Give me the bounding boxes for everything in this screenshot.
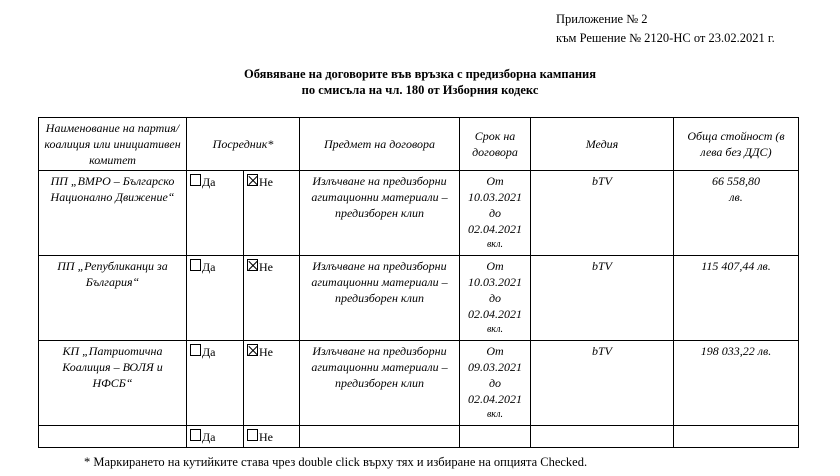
no-label: Не <box>259 175 273 189</box>
term-to-date: 02.04.2021 <box>468 307 522 321</box>
value-cell <box>674 256 799 341</box>
table-row <box>39 341 799 426</box>
term-from-date: 10.03.2021 <box>468 275 522 289</box>
header-value: Обща стойност (в лева без ДДС) <box>674 118 799 171</box>
no-cell <box>244 341 300 426</box>
yes-checkbox[interactable] <box>190 174 201 186</box>
yes-label: Да <box>202 345 216 359</box>
empty-value-cell <box>674 426 799 448</box>
no-checkbox[interactable] <box>247 174 258 186</box>
header-subject: Предмет на договора <box>300 118 460 171</box>
no-checkbox[interactable] <box>247 259 258 271</box>
empty-yes-cell <box>187 426 244 448</box>
media-cell: bTV <box>531 171 674 256</box>
no-checkbox[interactable] <box>247 344 258 356</box>
no-cell <box>244 256 300 341</box>
term-from-date: 10.03.2021 <box>468 190 522 204</box>
term-from-label: От <box>486 174 504 188</box>
party-name-cell: ПП „ВМРО – Българско Национално Движение“ <box>39 171 187 256</box>
term-to-label: до <box>488 291 502 305</box>
table-row <box>39 171 799 256</box>
yes-cell <box>187 256 244 341</box>
value-amount: 66 558,80 <box>712 174 760 188</box>
no-label: Не <box>259 430 273 444</box>
header-term: Срок на договора <box>460 118 531 171</box>
value-amount: 198 033,22 лв. <box>700 344 772 358</box>
party-name-cell: ПП „Републиканци за България“ <box>39 256 187 341</box>
term-inclusive: вкл. <box>486 409 504 420</box>
term-from-date: 09.03.2021 <box>468 360 522 374</box>
term-from-label: От <box>486 259 504 273</box>
subject-cell: Излъчване на предизборни агитационни материали – предизборен клип <box>300 341 460 426</box>
term-inclusive: вкл. <box>486 324 504 335</box>
value-cell <box>674 171 799 256</box>
header-intermediary: Посредник* <box>187 118 300 171</box>
media-cell: bTV <box>531 341 674 426</box>
contracts-table <box>38 117 799 448</box>
document-title <box>0 66 840 98</box>
appendix-decision: към Решение № 2120-НС от 23.02.2021 г. <box>556 31 775 45</box>
empty-media-cell <box>531 426 674 448</box>
value-currency: лв. <box>729 190 743 204</box>
yes-checkbox[interactable] <box>190 344 201 356</box>
term-to-date: 02.04.2021 <box>468 222 522 236</box>
term-from-label: От <box>486 344 504 358</box>
header-party: Наименование на партия/коалиция или инициативен комитет <box>39 118 187 171</box>
term-to-label: до <box>488 206 502 220</box>
yes-checkbox[interactable] <box>190 429 201 441</box>
term-cell <box>460 341 531 426</box>
term-to-label: до <box>488 376 502 390</box>
appendix-reference <box>556 10 775 48</box>
no-cell <box>244 171 300 256</box>
no-label: Не <box>259 260 273 274</box>
empty-term-cell <box>460 426 531 448</box>
no-label: Не <box>259 345 273 359</box>
party-name-cell: КП „Патриотична Коалиция – ВОЛЯ и НФСБ“ <box>39 341 187 426</box>
yes-label: Да <box>202 430 216 444</box>
term-cell <box>460 171 531 256</box>
table-header-row <box>39 118 799 171</box>
term-cell <box>460 256 531 341</box>
table-row <box>39 256 799 341</box>
footnote: * Маркирането на кутийките става чрез double click върху тях и избиране на опцията Checked. <box>84 455 588 469</box>
yes-cell <box>187 341 244 426</box>
no-checkbox[interactable] <box>247 429 258 441</box>
yes-label: Да <box>202 175 216 189</box>
subject-cell: Излъчване на предизборни агитационни материали – предизборен клип <box>300 256 460 341</box>
yes-cell <box>187 171 244 256</box>
title-line-1: Обявяване на договорите във връзка с предизборна кампания <box>243 67 596 81</box>
value-amount: 115 407,44 лв. <box>701 259 771 273</box>
empty-subject-cell <box>300 426 460 448</box>
value-cell <box>674 341 799 426</box>
appendix-number: Приложение № 2 <box>556 12 648 26</box>
title-line-2: по смисъла на чл. 180 от Изборния кодекс <box>301 83 539 97</box>
media-cell: bTV <box>531 256 674 341</box>
empty-no-cell <box>244 426 300 448</box>
header-media: Медия <box>531 118 674 171</box>
empty-party-cell <box>39 426 187 448</box>
yes-checkbox[interactable] <box>190 259 201 271</box>
yes-label: Да <box>202 260 216 274</box>
subject-cell: Излъчване на предизборни агитационни материали – предизборен клип <box>300 171 460 256</box>
empty-table-row <box>39 426 799 448</box>
term-inclusive: вкл. <box>486 239 504 250</box>
term-to-date: 02.04.2021 <box>468 392 522 406</box>
